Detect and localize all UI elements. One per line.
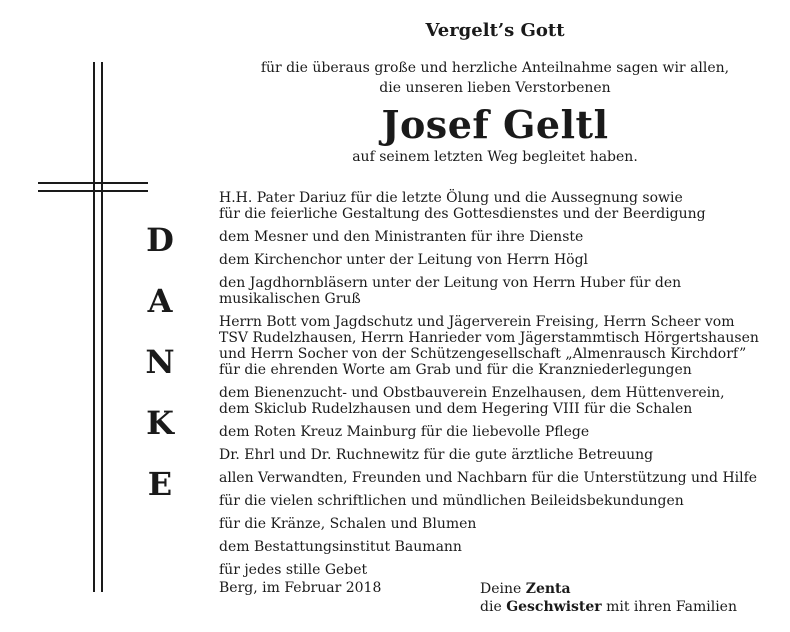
cross-icon bbox=[38, 62, 148, 592]
escort-line: auf seinem letzten Weg begleitet haben. bbox=[352, 149, 638, 165]
thanks-item bbox=[219, 493, 779, 509]
danke-letter: K bbox=[146, 404, 174, 442]
danke-letters bbox=[140, 222, 180, 527]
thanks-line: für jedes stille Gebet bbox=[219, 562, 368, 578]
signature-text: Deine bbox=[480, 581, 526, 597]
deceased-name: Josef Geltl bbox=[381, 102, 609, 147]
danke-letter: A bbox=[147, 282, 173, 320]
thanks-line: H.H. Pater Dariuz für die letzte Ölung und die Aussegnung sowie bbox=[219, 190, 683, 206]
intro-line-2: die unseren lieben Verstorbenen bbox=[379, 80, 611, 96]
thanks-line: und Herrn Socher von der Schützengesellschaft „Almenrausch Kirchdorf” bbox=[219, 346, 747, 362]
thanks-item bbox=[219, 252, 779, 268]
thanks-item bbox=[219, 447, 779, 463]
thanks-line: für die Kränze, Schalen und Blumen bbox=[219, 516, 477, 532]
thanks-line: dem Kirchenchor unter der Leitung von Herrn Högl bbox=[219, 252, 589, 268]
intro-line-1: für die überaus große und herzliche Anteilnahme sagen wir allen, bbox=[260, 60, 730, 76]
signature-name: Zenta bbox=[525, 581, 571, 597]
signature-line-2 bbox=[480, 598, 737, 616]
thanks-line: für die ehrenden Worte am Grab und für die Kranzniederlegungen bbox=[219, 362, 692, 378]
thanks-line: den Jagdhornbläsern unter der Leitung von Herrn Huber für den bbox=[219, 275, 682, 291]
place-date: Berg, im Februar 2018 bbox=[219, 580, 382, 596]
thanks-item bbox=[219, 539, 779, 555]
thanks-line: dem Roten Kreuz Mainburg für die liebevolle Pflege bbox=[219, 424, 590, 440]
danke-letter: E bbox=[147, 465, 173, 503]
thanks-list bbox=[219, 190, 779, 585]
thanks-line: für die feierliche Gestaltung des Gottesdienstes und der Beerdigung bbox=[219, 206, 706, 222]
thanks-line: allen Verwandten, Freunden und Nachbarn für die Unterstützung und Hilfe bbox=[219, 470, 758, 486]
thanks-item bbox=[219, 314, 779, 378]
thanks-item bbox=[219, 562, 779, 578]
thanks-line: dem Skiclub Rudelzhausen und dem Hegering VIII für die Schalen bbox=[219, 401, 693, 417]
danke-letter: D bbox=[146, 221, 174, 259]
notice-title: Vergelt’s Gott bbox=[425, 20, 565, 41]
signature-text: mit ihren Familien bbox=[601, 599, 737, 615]
signature-text: die bbox=[480, 599, 507, 615]
thanks-line: Herrn Bott vom Jagdschutz und Jägerverein Freising, Herrn Scheer vom bbox=[219, 314, 735, 330]
thanks-item bbox=[219, 470, 779, 486]
thanks-line: dem Bienenzucht- und Obstbauverein Enzelhausen, dem Hüttenverein, bbox=[219, 385, 725, 401]
thanks-item bbox=[219, 275, 779, 307]
thanks-line: musikalischen Gruß bbox=[219, 291, 361, 307]
thanks-line: Dr. Ehrl und Dr. Ruchnewitz für die gute ärztliche Betreuung bbox=[219, 447, 654, 463]
thanks-line: dem Mesner und den Ministranten für ihre Dienste bbox=[219, 229, 584, 245]
danke-letter: N bbox=[145, 343, 175, 381]
thanks-item bbox=[219, 516, 779, 532]
thanks-item bbox=[219, 385, 779, 417]
thanks-item bbox=[219, 229, 779, 245]
thanks-item bbox=[219, 424, 779, 440]
thanks-item bbox=[219, 190, 779, 222]
thanks-line: dem Bestattungsinstitut Baumann bbox=[219, 539, 462, 555]
intro-text bbox=[200, 58, 790, 98]
signature-name: Geschwister bbox=[506, 599, 602, 615]
signature bbox=[480, 580, 737, 616]
thanks-line: TSV Rudelzhausen, Herrn Hanrieder vom Jägerstammtisch Hörgertshausen bbox=[219, 330, 759, 346]
thanks-line: für die vielen schriftlichen und mündlichen Beileidsbekundungen bbox=[219, 493, 684, 509]
signature-line-1 bbox=[480, 580, 737, 598]
